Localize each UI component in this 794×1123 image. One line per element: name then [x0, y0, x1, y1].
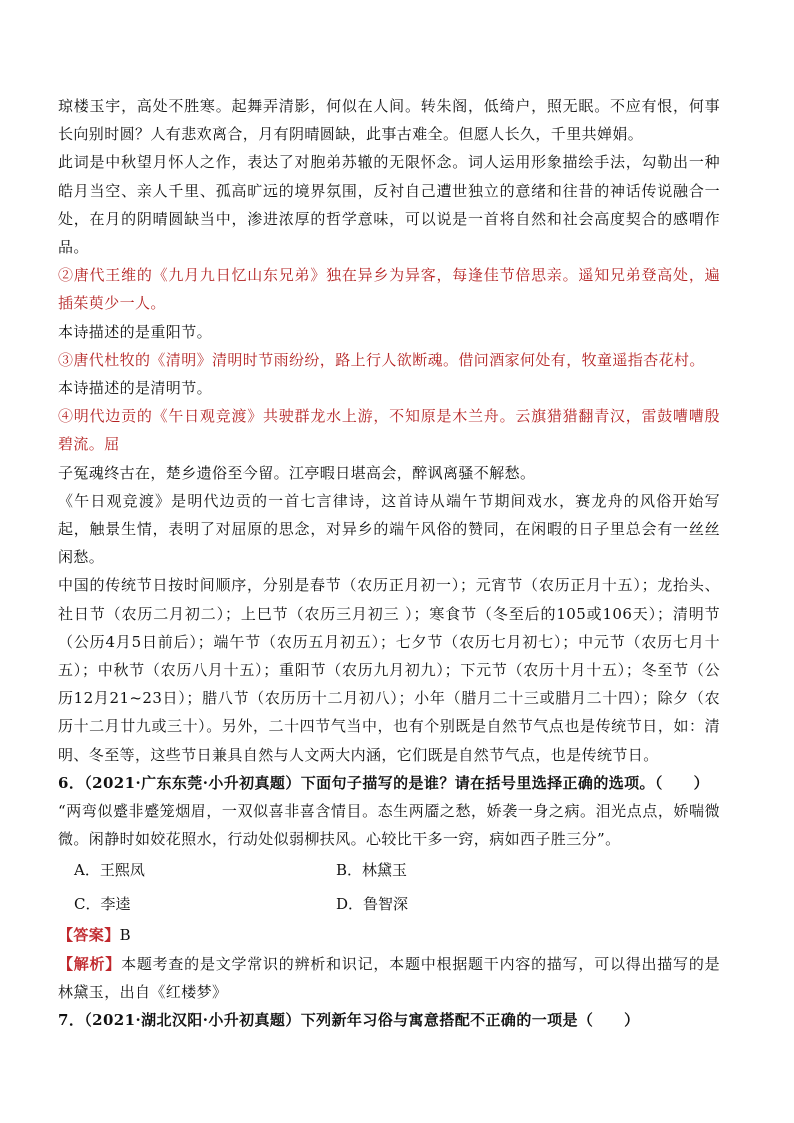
option-d: D．鲁智深 [336, 895, 409, 914]
poem-item-4: ④明代边贡的《午日观竞渡》共驶群龙水上游，不知原是木兰舟。云旗猎猎翻青汉，雷鼓嘈嘈殷碧流。屈 [58, 407, 720, 454]
question-6-options [58, 853, 720, 921]
option-c: C．李逵 [74, 895, 131, 914]
poem-item-4-continued: 子冤魂终古在，楚乡遗俗至今留。江亭暇日堪高会，醉讽离骚不解愁。 [58, 463, 536, 482]
answer-value: B [119, 926, 132, 945]
question-7-stem: 7．（2021·湖北汉阳·小升初真题）下列新年习俗与寓意搭配不正确的一项是（ ） [58, 1011, 640, 1030]
analysis-line [58, 950, 720, 1006]
poem-text: 琼楼玉宇，高处不胜寒。起舞弄清影，何似在人间。转朱阁，低绮户，照无眠。不应有恨，何事长向别时圆？人有悲欢离合，月有阴晴圆缺，此事古难全。但愿人长久，千里共婵娟。 [58, 97, 720, 144]
analysis-text: 本题考查的是文学常识的辨析和识记，本题中根据题干内容的描写，可以得出描写的是林黛玉，出自《红楼梦》 [58, 954, 720, 1001]
option-a: A．王熙凤 [74, 861, 145, 880]
poem-item-3: ③唐代杜牧的《清明》清明时节雨纷纷，路上行人欲断魂。借问酒家何处有，牧童遥指杏花村。 [58, 350, 705, 369]
poem-item-2-note: 本诗描述的是重阳节。 [58, 322, 213, 341]
analysis-tag: 【解析】 [58, 954, 122, 973]
answer-line [58, 921, 720, 949]
poem-item-2: ②唐代王维的《九月九日忆山东兄弟》独在异乡为异客，每逢佳节倍思亲。遥知兄弟登高处，遍插茱萸少一人。 [58, 266, 720, 313]
poem-item-4-analysis: 《午日观竞渡》是明代边贡的一首七言律诗，这首诗从端午节期间戏水，赛龙舟的风俗开始写起，触景生情，表明了对屈原的思念，对异乡的端午风俗的赞同，在闲暇的日子里总会有一丝丝闲愁。 [58, 491, 720, 567]
question-6-quote: “两弯似蹙非蹙笼烟眉，一双似喜非喜含情目。态生两靥之愁，娇袭一身之病。泪光点点，娇喘微微。闲静时如姣花照水，行动处似弱柳扶风。心较比干多一窍，病如西子胜三分”。 [58, 802, 720, 849]
option-b: B．林黛玉 [336, 861, 408, 880]
answer-tag: 【答案】 [58, 926, 120, 945]
document-content [58, 92, 720, 1034]
poem-item-3-note: 本诗描述的是清明节。 [58, 379, 213, 398]
question-6-stem: 6．（2021·广东东莞·小升初真题）下面句子描写的是谁？请在括号里选择正确的选项。（ ） [58, 773, 710, 792]
festival-list: 中国的传统节日按时间顺序，分别是春节（农历正月初一）；元宵节（农历正月十五）；龙抬头、社日节（农历二月初二）；上巳节（农历三月初三 ）；寒食节（冬至后的105或106天）；清明节（公历4月5日前后）；端午节（农历五月初五）；七夕节（农历七月初七）；中元节（农历七月十五）；中秋节（农历八月十五）；重阳节（农历九月初九）；下元节（农历十月十五）；冬至节（公历12月21~23日）；腊八节（农历历十二月初八）；小年（腊月二十三或腊月二十四）；除夕（农历十二月廿九或三十）。另外，二十四节气当中，也有个别既是自然节气点也是传统节日，如：清明、冬至等，这些节日兼具自然与人文两大内涵，它们既是自然节气点，也是传统节日。 [58, 576, 720, 764]
poem-analysis: 此词是中秋望月怀人之作，表达了对胞弟苏辙的无限怀念。词人运用形象描绘手法，勾勒出一种皓月当空、亲人千里、孤高旷远的境界氛围，反衬自己遭世独立的意绪和往昔的神话传说融合一处，在月的阴晴圆缺当中，渗进浓厚的哲学意味，可以说是一首将自然和社会高度契合的感喟作品。 [58, 153, 720, 257]
